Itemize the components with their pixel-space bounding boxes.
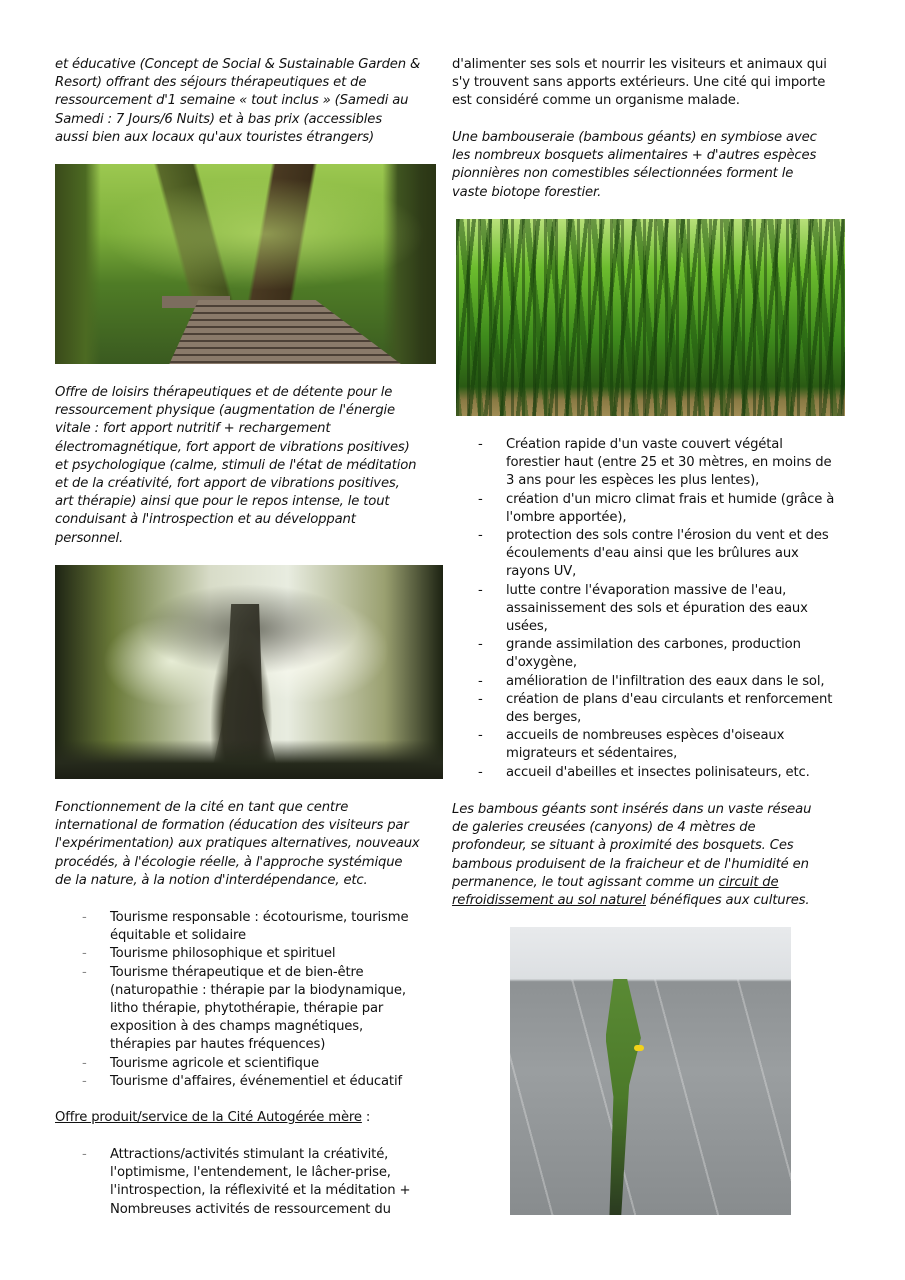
intro-paragraph-left: [55, 56, 445, 147]
text-line: Attractions/activités stimulant la créativité,: [110, 1147, 389, 1162]
text-line: s'y trouvent sans apports extérieurs. Une cité qui importe: [452, 75, 826, 91]
text-line: international de formation (éducation des visiteurs par: [55, 818, 409, 834]
bullet-dash: -: [478, 728, 483, 744]
text-line: création d'un micro climat frais et humide (grâce à: [506, 491, 835, 507]
text-line: accueils de nombreuses espèces d'oiseaux: [506, 728, 785, 744]
text-line: protection des sols contre l'érosion du vent et des: [506, 528, 829, 544]
text-line: exposition à des champs magnétiques,: [110, 1019, 364, 1035]
bullet-dash: -: [82, 1055, 87, 1071]
text-line: des berges,: [506, 710, 582, 726]
text-line: amélioration de l'infiltration des eaux dans le sol,: [506, 673, 825, 689]
text-line: Nombreuses activités de ressourcement du: [110, 1201, 391, 1217]
text-line: est considéré comme un organisme malade.: [452, 93, 740, 109]
text-line: (naturopathie : thérapie par la biodynamique,: [110, 982, 406, 998]
list-item: [478, 636, 858, 672]
list-item: [82, 1073, 450, 1091]
list-item: [478, 727, 858, 763]
text-line: litho thérapie, phytothérapie, thérapie par: [110, 1001, 384, 1017]
text-line: Tourisme responsable : écotourisme, tourisme: [110, 910, 409, 925]
text-line: art thérapie) ainsi que pour le repos intense, le tout: [55, 494, 390, 510]
text-line: personnel.: [55, 530, 124, 546]
sunlit-tree-image: [55, 565, 443, 779]
bullet-dash: -: [478, 764, 483, 780]
bamboo-paragraph: [452, 129, 857, 202]
leisure-paragraph: [55, 384, 445, 548]
text-line: [452, 892, 857, 910]
bullet-dash: -: [82, 946, 87, 962]
yellow-flower: [634, 1045, 644, 1051]
underlined-text: circuit de: [718, 874, 779, 890]
plant-crevice: [606, 979, 645, 1215]
text-line: Les bambous géants sont insérés dans un vaste réseau: [452, 802, 812, 817]
text-line: thérapies par hautes fréquences): [110, 1037, 326, 1053]
list-item: [82, 1146, 450, 1219]
text-line: ressourcement d'1 semaine « tout inclus » (Samedi au: [55, 93, 409, 109]
text-line: de la nature, à la notion d'interdépendance, etc.: [55, 872, 368, 888]
offer-heading-text: Offre produit/service de la Cité Autogérée mère: [55, 1110, 362, 1125]
canyon-paragraph: [452, 801, 857, 910]
text-line: aussi bien aux locaux qu'aux touristes étrangers): [55, 129, 374, 145]
text-line: grande assimilation des carbones, production: [506, 637, 801, 653]
list-item: [478, 436, 858, 491]
text-line: Offre de loisirs thérapeutiques et de détente pour le: [55, 385, 393, 400]
text-line: pionnières non comestibles sélectionnées forment le: [452, 166, 794, 182]
bullet-dash: -: [478, 437, 483, 452]
offer-heading-colon: :: [361, 1110, 371, 1125]
text-line: profondeur, se situant à proximité des bosquets. Ces: [452, 838, 794, 854]
text-span: bénéfiques aux cultures.: [646, 893, 810, 909]
text-line: d'alimenter ses sols et nourrir les visiteurs et animaux qui: [452, 57, 827, 72]
bullet-dash: -: [478, 691, 483, 707]
text-line: Fonctionnement de la cité en tant que centre: [55, 800, 349, 815]
text-line: vitale : fort apport nutritif + rechargement: [55, 421, 331, 437]
text-line: l'introspection, la réflexivité et la méditation +: [110, 1183, 411, 1199]
bamboo-forest-image: [456, 219, 845, 416]
text-line: de galeries creusées (canyons) de 4 mètres de: [452, 820, 756, 836]
list-item: [478, 527, 858, 582]
bullet-dash: -: [82, 910, 87, 925]
text-line: les nombreux bosquets alimentaires + d'autres espèces: [452, 148, 817, 164]
bullet-dash: -: [478, 491, 483, 507]
text-line: et éducative (Concept de Social & Sustainable Garden &: [55, 57, 421, 72]
text-line: d'oxygène,: [506, 655, 577, 671]
tourism-list: [82, 909, 450, 1091]
text-line: conduisant à l'introspection et au développant: [55, 512, 356, 528]
text-line: lutte contre l'évaporation massive de l'eau,: [506, 582, 787, 598]
training-paragraph: [55, 799, 445, 890]
bullet-dash: -: [478, 673, 483, 689]
text-line: forestier haut (entre 25 et 30 mètres, en moins de: [506, 455, 832, 471]
text-line: l'ombre apportée),: [506, 509, 627, 525]
text-line: Resort) offrant des séjours thérapeutiques et de: [55, 75, 367, 91]
benefits-list: [478, 436, 858, 782]
text-line: procédés, à l'écologie réelle, à l'approche systémique: [55, 854, 403, 870]
forest-floor: [55, 740, 443, 779]
list-item: [82, 909, 450, 945]
intro-paragraph-right: [452, 56, 857, 111]
list-item: [82, 945, 450, 963]
text-line: Création rapide d'un vaste couvert végétal: [506, 437, 783, 452]
text-line: l'optimisme, l'entendement, le lâcher-prise,: [110, 1165, 391, 1181]
list-item: [82, 1055, 450, 1073]
text-line: équitable et solidaire: [110, 928, 246, 944]
text-line: l'expérimentation) aux pratiques alternatives, nouveaux: [55, 836, 420, 852]
text-line: rayons UV,: [506, 564, 577, 580]
bullet-dash: -: [478, 637, 483, 653]
boardwalk: [169, 300, 413, 364]
underlined-text: refroidissement au sol naturel: [452, 893, 646, 909]
text-line: Tourisme agricole et scientifique: [110, 1055, 319, 1071]
text-line: Tourisme philosophique et spirituel: [110, 946, 336, 962]
list-item: [478, 491, 858, 527]
text-line: écoulements d'eau ainsi que les brûlures aux: [506, 546, 799, 562]
bullet-dash: -: [478, 528, 483, 544]
bullet-dash: -: [478, 582, 483, 598]
list-item: [82, 964, 450, 1055]
list-item: [478, 673, 858, 691]
rock-crevice-image: [510, 927, 791, 1215]
text-line: Une bambouseraie (bambous géants) en symbiose avec: [452, 130, 817, 145]
text-line: 3 ans pour les espèces les plus lentes),: [506, 473, 760, 489]
text-line: ressourcement physique (augmentation de l'énergie: [55, 403, 396, 419]
text-line: accueil d'abeilles et insectes polinisateurs, etc.: [506, 764, 810, 780]
offer-list: [82, 1146, 450, 1219]
offer-heading: [55, 1109, 445, 1127]
text-line: vaste biotope forestier.: [452, 184, 602, 200]
bullet-dash: -: [82, 1147, 87, 1162]
text-line: assainissement des sols et épuration des eaux: [506, 600, 808, 616]
text-line: et de la créativité, fort apport de vibrations positives,: [55, 476, 400, 492]
text-line: bambous produisent de la fraicheur et de l'humidité en: [452, 856, 809, 872]
bullet-dash: -: [82, 964, 87, 980]
bullet-dash: -: [82, 1073, 87, 1089]
forest-boardwalk-image: [55, 164, 436, 364]
text-span: permanence, le tout agissant comme un: [452, 874, 719, 890]
list-item: [478, 764, 858, 782]
text-line: et psychologique (calme, stimuli de l'état de méditation: [55, 457, 417, 473]
text-line: Tourisme thérapeutique et de bien-être: [110, 964, 364, 980]
list-item: [478, 582, 858, 637]
text-line: Samedi : 7 Jours/6 Nuits) et à bas prix (accessibles: [55, 111, 382, 127]
list-item: [478, 691, 858, 727]
text-line: création de plans d'eau circulants et renforcement: [506, 691, 833, 707]
text-line: migrateurs et sédentaires,: [506, 746, 678, 762]
text-line: [452, 874, 857, 892]
text-line: Tourisme d'affaires, événementiel et éducatif: [110, 1073, 402, 1089]
text-line: usées,: [506, 619, 548, 635]
text-line: électromagnétique, fort apport de vibrations positives): [55, 439, 410, 455]
